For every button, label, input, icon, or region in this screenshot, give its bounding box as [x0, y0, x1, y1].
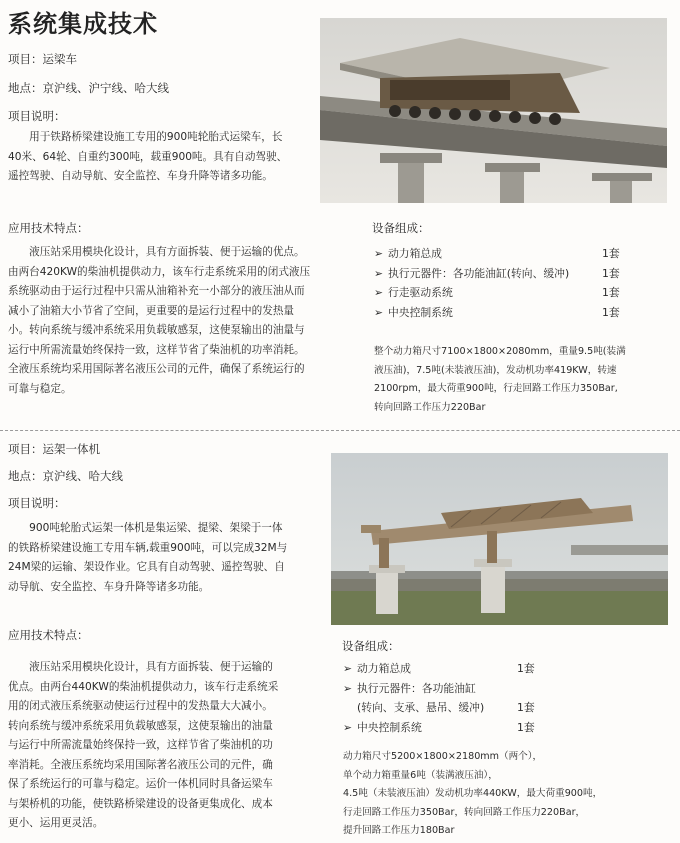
- features-label: 应用技术特点：: [8, 221, 89, 235]
- project-location: 地点：京沪线、哈大线: [8, 469, 123, 483]
- arrow-icon: ➢: [374, 247, 384, 260]
- arrow-icon: ➢: [374, 305, 384, 319]
- arrow-icon: ➢: [343, 681, 353, 695]
- arrow-icon: ➢: [374, 286, 384, 299]
- equipment-item: ➢ 中央控制系统 1套: [374, 303, 664, 323]
- equipment-list: [343, 659, 663, 737]
- section-divider: [0, 430, 680, 431]
- equipment-item-detail: (转向、支承、悬吊、缓冲) 1套: [357, 701, 535, 714]
- page-title: 系统集成技术: [8, 10, 158, 38]
- arrow-icon: ➢: [374, 266, 384, 280]
- equipment-item: ➢ 执行元器件：各功能油缸(转向、缓冲) 1套: [374, 264, 664, 284]
- project-desc-label: 项目说明：: [8, 109, 66, 123]
- equipment-item: ➢ 行走驱动系统 1套: [374, 283, 664, 303]
- project-description: 900吨轮胎式运架一体机是集运梁、提梁、架梁于一体 的铁路桥梁建设施工专用车辆,载重900吨，可以完成32M与 24M梁的运输、架设作业。它具有自动驾驶、遥控驾驶、自 动导航、安全监控、车身升降等诸多功能。: [8, 522, 288, 593]
- project-desc-label: 项目说明：: [8, 496, 66, 510]
- equipment-specs: 动力箱尺寸5200×1800×2180mm（两个）， 单个动力箱重量6吨（装满液压油）， 4.5吨（未装液压油）发动机功率440KW，最大荷重900吨， 行走回路工作压力350Bar，转向回路工作压力220Bar， 提升回路工作压力180Bar: [343, 751, 603, 836]
- bridge-erection-machine-photo: [331, 453, 668, 625]
- features-text: 液压站采用模块化设计，具有方面拆装、便于运输的优点。 由两台420KW的柴油机提供动力，该车行走系统采用的闭式液压 系统驱动由于运行过程中只需从油箱补充一小部分的液压油从而 减小了油箱大小节省了空间，更重要的是运行过程中的发热量 小。转向系统与缓冲系统采用负载敏感泵，这使泵输出的油量与 运行中所需流量始终保持一致，这样节省了柴油机的功率消耗。 全液压系统均采用国际著名液压公司的元件，确保了系统运行的 可靠与稳定。: [8, 246, 311, 395]
- features-text: 液压站采用模块化设计，具有方面拆装、便于运输的 优点。由两台440KW的柴油机提供动力，该车行走系统采 用的闭式液压系统驱动使运行过程中的发热量大大减小。 转向系统与缓冲系统采用负载敏感泵，这使泵输出的油量 与运行中所需流量始终保持一致，这样节省了柴油机的功 率消耗。全液压系统均采用国际著名液压公司的元件，确 保了系统运行的可靠与稳定。运价一体机同时具备运梁车 与架桥机的功能，使铁路桥梁建设的设备更集成化、成本 更小、运用更灵活。: [8, 661, 279, 829]
- equipment-item: ➢ 中央控制系统 1套: [343, 718, 663, 738]
- transport-vehicle-photo: [320, 18, 667, 203]
- arrow-icon: ➢: [343, 720, 353, 734]
- equipment-list: [374, 244, 664, 322]
- equipment-item: ➢ 执行元器件：各功能油缸: [343, 679, 663, 699]
- equipment-specs: 整个动力箱尺寸7100×1800×2080mm，重量9.5吨(装满 液压油)，7.5吨(未装液压油)，发动机功率419KW，转速 2100rpm，最大荷重900吨，行走回路工作压力350Bar, 转向回路工作压力220Bar: [374, 346, 626, 413]
- equipment-item: ➢ 动力箱总成 1套: [343, 659, 663, 679]
- arrow-icon: ➢: [343, 662, 353, 675]
- equipment-item: ➢ 动力箱总成 1套: [374, 244, 664, 264]
- project-name: 项目：运梁车: [8, 52, 77, 66]
- project-description: 用于铁路桥梁建设施工专用的900吨轮胎式运梁车，长 40米、64轮、自重约300吨，载重900吨。具有自动驾驶、 遥控驾驶、自动导航、安全监控、车身升降等诸多功能。: [8, 131, 288, 182]
- equipment-label: 设备组成：: [372, 221, 430, 235]
- project-name: 项目：运架一体机: [8, 442, 100, 456]
- equipment-label: 设备组成：: [342, 639, 400, 653]
- project-location: 地点：京沪线、沪宁线、哈大线: [8, 81, 169, 95]
- features-label: 应用技术特点：: [8, 628, 89, 642]
